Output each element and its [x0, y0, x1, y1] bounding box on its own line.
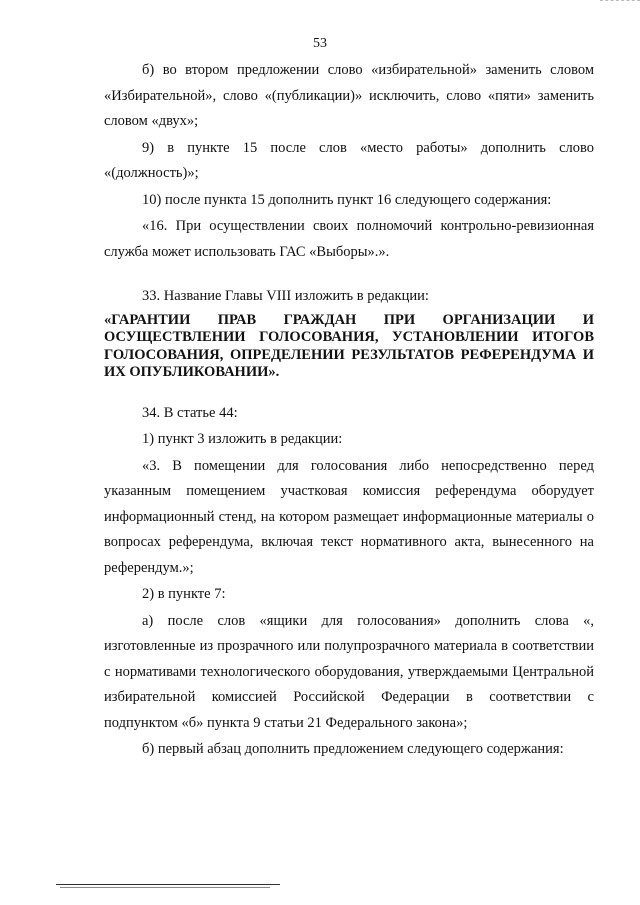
- paragraph-item-10: 10) после пункта 15 дополнить пункт 16 следующего содержания:: [142, 191, 552, 208]
- chapter-title-heading: «ГАРАНТИИ ПРАВ ГРАЖДАН ПРИ ОРГАНИЗАЦИИ И ОСУЩЕСТВЛЕНИИ ГОЛОСОВАНИЯ, УСТАНОВЛЕНИИ ИТОГОВ ГОЛОСОВАНИЯ, ОПРЕДЕЛЕНИИ РЕЗУЛЬТАТОВ РЕФЕРЕНДУМА И ИХ ОПУБЛИКОВАНИИ».: [104, 311, 594, 380]
- paragraph-b-amendment: б) во втором предложении слово «избирательной» заменить словом «Избирательной», слово «(публикации)» исключить, слово «пяти» заменить словом «двух»;: [104, 62, 594, 129]
- footer-rule-secondary: [60, 887, 270, 888]
- page-number: 53: [313, 36, 327, 51]
- paragraph-subitem-1: 1) пункт 3 изложить в редакции:: [142, 431, 343, 447]
- paragraph-item-34: 34. В статье 44:: [142, 404, 238, 421]
- paragraph-subitem-b: б) первый абзац дополнить предложением следующего содержания:: [142, 741, 564, 757]
- document-body: [104, 58, 594, 763]
- paragraph-item-9: 9) в пункте 15 после слов «место работы» дополнить слово «(должность)»;: [104, 139, 594, 181]
- paragraph-point-3-text: «3. В помещении для голосования либо непосредственно перед указанным помещением участковая комиссия референдума оборудует информационный стенд, на котором размещает информационные материалы о вопросах референдума, включая текст нормативного акта, вынесенного на референдум.»;: [104, 457, 594, 576]
- paragraph-subitem-a: а) после слов «ящики для голосования» дополнить слова «, изготовленные из прозрачного или полупрозрачного материала в соответствии с нормативами технологического оборудования, утверждаемыми Центральной избирательной комиссией Российской Федерации в соответствии с подпунктом «б» пункта 9 статьи 21 Федерального закона»;: [104, 612, 594, 731]
- paragraph-item-33: 33. Название Главы VIII изложить в редакции:: [142, 288, 429, 304]
- footer-rule: [56, 884, 280, 885]
- paragraph-item-16-text: «16. При осуществлении своих полномочий контрольно-ревизионная служба может использовать ГАС «Выборы».».: [104, 218, 594, 260]
- paragraph-subitem-2: 2) в пункте 7:: [142, 586, 226, 602]
- scan-edge-mark: [600, 0, 640, 19]
